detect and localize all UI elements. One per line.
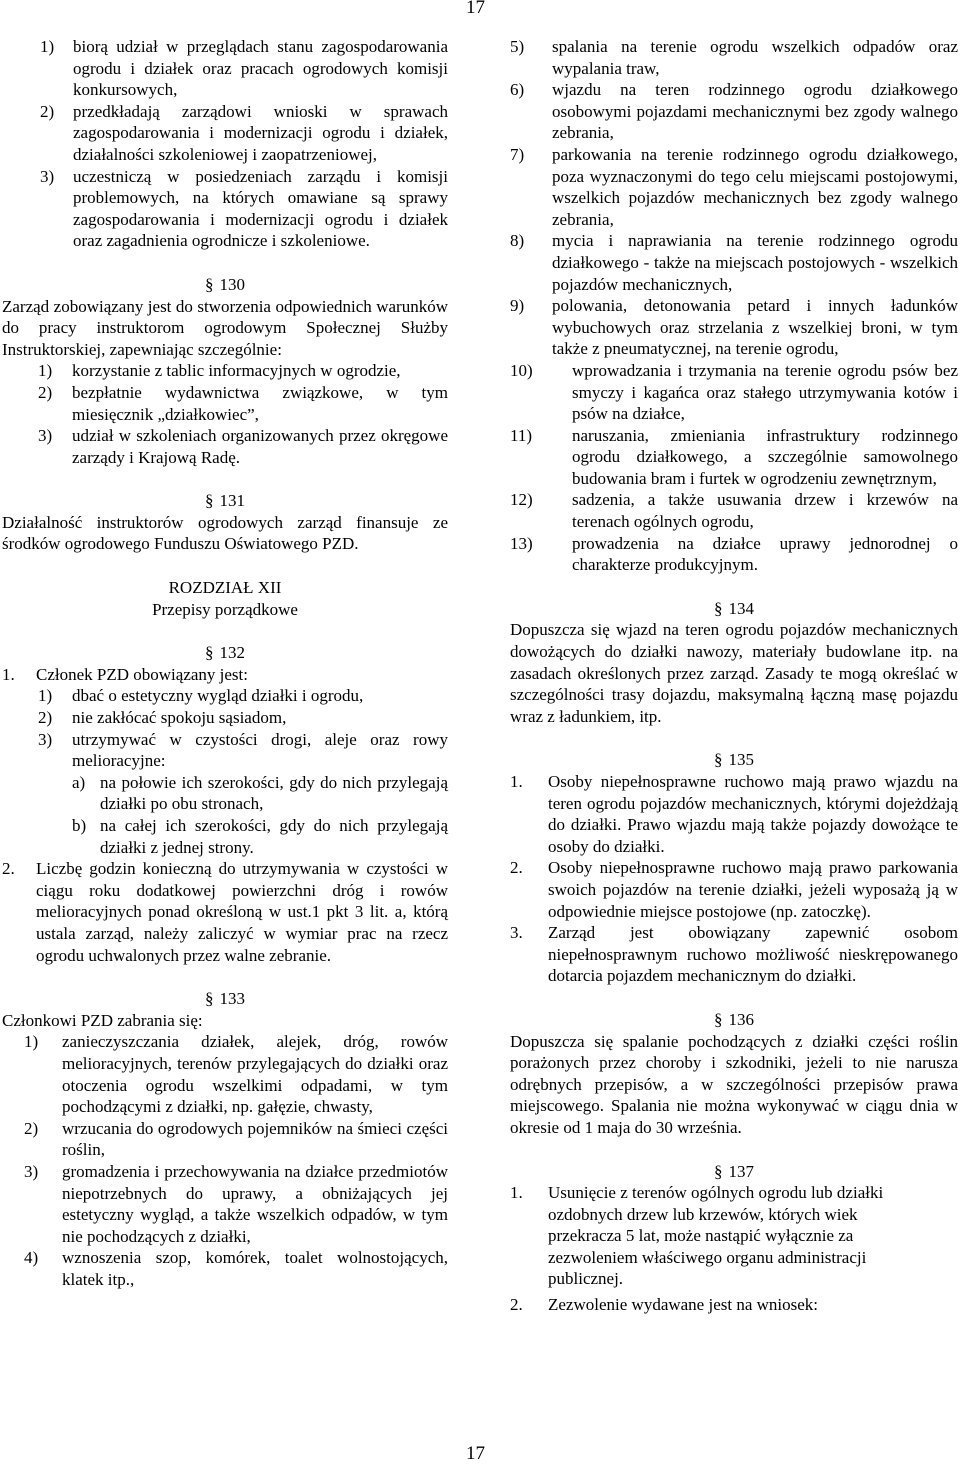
item-text: sadzenia, a także usuwania drzew i krzewów na terenach ogólnych ogrodu, bbox=[572, 490, 958, 532]
item-letter: b) bbox=[72, 816, 87, 835]
item-text: Osoby niepełnosprawne ruchowo mają prawo wjazdu na teren ogrodu pojazdów mechanicznych, którymi dojeżdżają do działki. Prawo wjazdu mają także pojazdy dowożące te osoby do działki. bbox=[548, 772, 958, 856]
list-item bbox=[510, 36, 958, 79]
item-number: 11) bbox=[510, 425, 533, 445]
section-symbol: § bbox=[205, 274, 214, 294]
item-text: bezpłatnie wydawnictwa związkowe, w tym miesięcznik „działkowiec”, bbox=[72, 382, 448, 424]
item-text: polowania, detonowania petard i innych ładunków wybuchowych oraz strzelania z wszelkiej broni, w tym także z pneumatycznej, na terenie ogrodu, bbox=[552, 296, 958, 359]
item-text: nie zakłócać spokoju sąsiadom, bbox=[72, 708, 287, 728]
item-text: Zarząd jest obowiązany zapewnić osobom niepełnosprawnym ruchowo możliwość nieskrępowanego dotarcia pojazdem mechanicznym do działki. bbox=[548, 923, 958, 986]
item-number: 13) bbox=[510, 533, 533, 553]
item-number: 3) bbox=[40, 166, 55, 186]
page-number-top: 17 bbox=[466, 0, 485, 18]
item-number: 1) bbox=[38, 686, 53, 706]
item-number: 7) bbox=[510, 144, 525, 164]
section-heading-132 bbox=[2, 642, 448, 664]
list-item bbox=[2, 729, 448, 772]
list-item bbox=[510, 230, 958, 295]
item-text: gromadzenia i przechowywania na działce przedmiotów niepotrzebnych do uprawy, a obniżających jej estetyczny wygląd, a także wszelkich odpadów, w tym nie pochodzących z działki, bbox=[62, 1161, 448, 1246]
item-text: naruszania, zmieniania infrastruktury rodzinnego ogrodu działkowego, a szczególnie samowolnego budowania bram i furtek w ogrodzeniu zewnętrznym, bbox=[572, 425, 958, 488]
item-text: Zezwolenie wydawane jest na wniosek: bbox=[548, 1295, 819, 1315]
section-number: 136 bbox=[728, 1009, 754, 1029]
item-text: przedkładają zarządowi wnioski w sprawach zagospodarowania i modernizacji ogrodu i działek, działalności szkoleniowej i zaopatrzeniowej, bbox=[73, 101, 448, 164]
list-item bbox=[2, 858, 448, 966]
list-item bbox=[510, 922, 958, 987]
item-number: 2. bbox=[2, 859, 15, 879]
section-heading-135 bbox=[510, 749, 958, 771]
chapter-subtitle: Przepisy porządkowe bbox=[152, 599, 298, 619]
item-number: 2. bbox=[510, 1295, 523, 1315]
list-item bbox=[2, 1031, 448, 1117]
section-number: 134 bbox=[728, 598, 754, 618]
item-number: 8) bbox=[510, 231, 525, 251]
list-item bbox=[510, 771, 958, 857]
list-item bbox=[510, 533, 958, 576]
item-text: spalania na terenie ogrodu wszelkich odpadów oraz wypalania traw, bbox=[552, 37, 958, 78]
list-item bbox=[2, 166, 448, 252]
item-text: dbać o estetyczny wygląd działki i ogrodu, bbox=[72, 686, 364, 706]
section-133-intro: Członkowi PZD zabrania się: bbox=[2, 1010, 203, 1030]
section-heading-133 bbox=[2, 988, 448, 1010]
section-heading-130 bbox=[2, 274, 448, 296]
item-text: wznoszenia szop, komórek, toalet wolnostojących, klatek itp., bbox=[62, 1248, 448, 1289]
section-number: 131 bbox=[219, 491, 245, 511]
item-text: wprowadzania i trzymania na terenie ogrodu psów bez smyczy i kagańca oraz stałego utrzymywania kotów i psów na działce, bbox=[572, 360, 958, 424]
list-item bbox=[2, 1161, 448, 1247]
item-letter: a) bbox=[72, 772, 86, 792]
item-number: 1) bbox=[24, 1032, 39, 1052]
list-item bbox=[2, 101, 448, 166]
item-text: wrzucania do ogrodowych pojemników na śmieci części roślin, bbox=[62, 1118, 448, 1160]
item-text: uczestniczą w posiedzeniach zarządu i komisji problemowych, na których omawiane są sprawy zagospodarowania i modernizacji ogrodu i działek oraz zagadnienia ogrodnicze i szkoleniowe. bbox=[73, 166, 448, 251]
section-number: 132 bbox=[219, 643, 245, 663]
section-130-intro: Zarząd zobowiązany jest do stworzenia odpowiednich warunków do pracy instruktorom ogrodowym Społecznej Służby Instruktorskiej, zapewniając szczególnie: bbox=[2, 296, 448, 359]
item-number: 4) bbox=[24, 1248, 39, 1268]
item-text: Usunięcie z terenów ogólnych ogrodu lub działki ozdobnych drzew lub krzewów, których wiek przekracza 5 lat, może nastąpić wyłącznie za zezwoleniem właściwego organu administracji publicznej. bbox=[548, 1183, 884, 1289]
item-text: Członek PZD obowiązany jest: bbox=[36, 664, 248, 684]
list-item bbox=[510, 489, 958, 532]
item-text: wjazdu na teren rodzinnego ogrodu działkowego osobowymi pojazdami mechanicznymi bez zgody walnego zebrania, bbox=[552, 80, 958, 143]
item-number: 12) bbox=[510, 490, 533, 510]
item-number: 1) bbox=[40, 37, 55, 56]
list-item bbox=[510, 1182, 958, 1290]
section-131-text: Działalność instruktorów ogrodowych zarząd finansuje ze środków ogrodowego Funduszu Oświatowego PZD. bbox=[2, 512, 448, 554]
list-item bbox=[510, 360, 958, 425]
list-item bbox=[2, 1118, 448, 1161]
section-symbol: § bbox=[205, 643, 214, 663]
right-column bbox=[510, 36, 958, 1316]
item-number: 1. bbox=[510, 772, 523, 791]
list-item bbox=[2, 360, 448, 382]
section-symbol: § bbox=[205, 491, 214, 511]
section-number: 130 bbox=[219, 274, 245, 294]
section-heading-134 bbox=[510, 598, 958, 620]
item-number: 3. bbox=[510, 923, 523, 943]
item-text: parkowania na terenie rodzinnego ogrodu działkowego, poza wyznaczonymi do tego celu miejscami postojowymi, wszelkich pojazdów mechanicznych bez zgody walnego zebrania, bbox=[552, 144, 958, 229]
item-number: 1. bbox=[510, 1183, 523, 1203]
list-item bbox=[510, 79, 958, 144]
section-heading-131 bbox=[2, 490, 448, 512]
item-number: 3) bbox=[38, 729, 53, 749]
page-number-bottom: 17 bbox=[466, 1443, 485, 1464]
item-number: 2) bbox=[38, 708, 53, 728]
list-item bbox=[510, 425, 958, 490]
item-number: 3) bbox=[38, 426, 53, 446]
section-134-text: Dopuszcza się wjazd na teren ogrodu pojazdów mechanicznych dowożących do działki nawozy, materiały budowlane itp. na zasadach określonych przez zarząd. Zasady te mogą określać w szczególności trasy dojazdu, maksymalną łączną masę pojazdu wraz z ładunkiem, itp. bbox=[510, 620, 958, 726]
section-heading-137 bbox=[510, 1161, 958, 1183]
list-item bbox=[2, 1247, 448, 1290]
section-number: 133 bbox=[219, 989, 245, 1009]
item-text: zanieczyszczania działek, alejek, dróg, rowów melioracyjnych, terenów przylegających do działki oraz otoczenia ogrodu wszelkimi odpadami, w tym pochodzącymi z działki, np. gałęzie, chwasty, bbox=[62, 1032, 448, 1117]
item-number: 1. bbox=[2, 664, 15, 684]
list-item bbox=[510, 1294, 958, 1316]
left-column bbox=[2, 36, 448, 1290]
section-heading-136 bbox=[510, 1009, 958, 1031]
section-symbol: § bbox=[205, 989, 214, 1009]
list-item bbox=[2, 425, 448, 468]
item-text: udział w szkoleniach organizowanych przez okręgowe zarządy i Krajową Radę. bbox=[72, 426, 448, 467]
section-number: 137 bbox=[728, 1161, 754, 1181]
list-item bbox=[2, 664, 448, 686]
list-item bbox=[2, 772, 448, 815]
section-symbol: § bbox=[714, 1161, 723, 1181]
list-item bbox=[2, 815, 448, 858]
item-number: 2) bbox=[40, 101, 55, 121]
list-item bbox=[2, 707, 448, 729]
section-symbol: § bbox=[714, 598, 723, 618]
list-item bbox=[2, 36, 448, 101]
chapter-title: ROZDZIAŁ XII bbox=[168, 578, 282, 598]
item-text: na całej ich szerokości, gdy do nich przylegają działki z jednej strony. bbox=[100, 816, 448, 857]
item-number: 2. bbox=[510, 858, 523, 878]
item-text: mycia i naprawiania na terenie rodzinnego ogrodu działkowego - także na miejscach postojowych - wszelkich pojazdów mechanicznych, bbox=[552, 231, 958, 294]
list-item bbox=[2, 685, 448, 707]
item-number: 3) bbox=[24, 1161, 39, 1181]
section-136-text: Dopuszcza się spalanie pochodzących z działki części roślin porażonych przez choroby i szkodniki, jeżeli to nie narusza odrębnych przepisów, a w szczególności przepisów prawa miejscowego. Spalania nie można wykonywać w ciągu dnia w okresie od 1 maja do 30 września. bbox=[510, 1031, 958, 1137]
section-symbol: § bbox=[714, 750, 723, 770]
item-text: Liczbę godzin konieczną do utrzymywania w czystości w ciągu roku dodatkowej powierzchni dróg i rowów melioracyjnych ponad określoną w ust.1 pkt 3 lit. a, którą ustala zarząd, należy zaliczyć w wymiar prac na rzecz ogrodu uchwalonych przez walne zebranie. bbox=[36, 859, 448, 965]
item-text: utrzymywać w czystości drogi, aleje oraz rowy melioracyjne: bbox=[72, 729, 448, 771]
item-number: 2) bbox=[38, 382, 53, 402]
list-item bbox=[510, 295, 958, 360]
section-symbol: § bbox=[714, 1009, 723, 1029]
item-number: 9) bbox=[510, 296, 525, 316]
item-text: korzystanie z tablic informacyjnych w ogrodzie, bbox=[72, 361, 401, 381]
list-item bbox=[2, 382, 448, 425]
item-number: 10) bbox=[510, 360, 533, 380]
item-text: biorą udział w przeglądach stanu zagospodarowania ogrodu i działek oraz pracach ogrodowych komisji konkursowych, bbox=[73, 37, 448, 100]
list-item bbox=[510, 144, 958, 230]
item-number: 6) bbox=[510, 80, 525, 100]
section-number: 135 bbox=[728, 750, 754, 770]
item-number: 2) bbox=[24, 1118, 39, 1138]
item-text: na połowie ich szerokości, gdy do nich przylegają działki po obu stronach, bbox=[100, 772, 448, 814]
item-text: prowadzenia na działce uprawy jednorodnej o charakterze produkcyjnym. bbox=[572, 533, 958, 575]
item-number: 5) bbox=[510, 37, 525, 56]
item-text: Osoby niepełnosprawne ruchowo mają prawo parkowania swoich pojazdów na terenie działki, jeżeli wyposażą ją w odpowiednie miejsce postojowe (np. zatoczkę). bbox=[548, 858, 958, 921]
item-number: 1) bbox=[38, 361, 53, 381]
list-item bbox=[510, 857, 958, 922]
